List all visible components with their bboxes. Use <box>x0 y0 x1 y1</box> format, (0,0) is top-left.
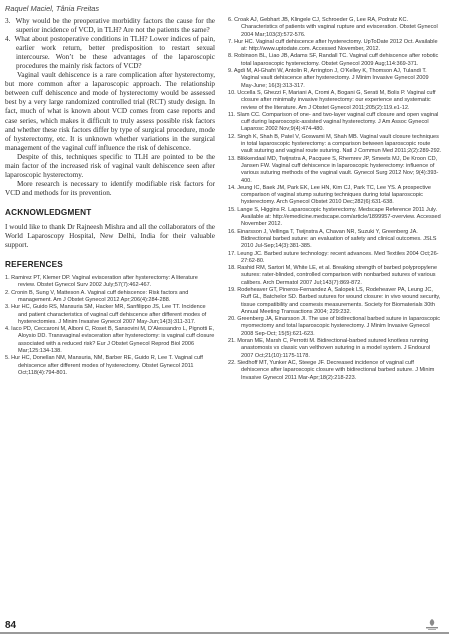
body-paragraph: Despite of this, techniques specific to TLH are pointed to be the main factor of the increased risk of vaginal vault dehiscence seen after laparoscopic hysterectomy. <box>5 152 215 179</box>
reference-item: 6. Croak AJ, Gebhart JB, Klingele CJ, Schroeder G, Lee RA, Podratz KC. Characteristics of patients with vaginal rupture and evisceration. Obstet Gynecol 2004 Mar;103(3):572-576. <box>228 17 438 38</box>
reference-item: 11. Slam CC. Comparison of one- and two-layer vaginal cuff closure and open vaginal cuff during laparoscopic-assisted vaginal hysterectomy. J Am Assoc Gynecol Laparosc 2002 Nov;9(4):474-480. <box>228 111 439 133</box>
reference-item: 8. Robinson BL, Liao JB, Adams SF, Randall TC. Vaginal cuff dehiscence after robotic total laparoscopic hysterectomy. Obstet Gynecol 2009 Aug;114:369-371. <box>228 53 439 67</box>
reference-item: 2. Cronin B, Sung V, Matteson A. Vaginal cuff dehiscence: Risk factors and management. Am J Obstet Gynecol 2012 Apr;206(4):284-288. <box>5 289 189 303</box>
reference-item: 13. Blikkendaal MD, Twijnstra A, Pacquee S, Rhemrev JP, Smeets MJ, De Kroon CD, Jansen FW. Vaginal cuff dehiscence in laparoscopic hysterectomy: influence of various suturing methods of the vaginal vault. Gynecol Surg 2012 Nov; 9(4):393-400. <box>228 155 439 184</box>
body-paragraph: Vaginal vault dehiscence is a rare complication after hysterectomy, but more common after a laparoscopic approach. The relationship between cuff dehiscence and mode of hysterectomy would be assessed best by a very large randomized controlled trial (RCT) study design. In fact, much of what is known about VCD comes from case reports and case series, which makes it difficult to truly assess possible risk factors and whether these risk factors differ by type of surgical procedure, mode of hysterectomy, etc. It is unknown whether variations in the surgical management of the vaginal cuff influence the risk of dehiscence. <box>5 71 215 152</box>
body-paragraph: More research is necessary to identify modifiable risk factors for VCD and methods for its prevention. <box>5 179 215 197</box>
reference-item: 9. Agdi M, Al-Ghafri W, Antolin R, Arrington J, O’Kelley K, Thomson AJ, Tulandi T. Vaginal vault dehiscence after hysterectomy. J Minim Invasive Gynecol 2009 May-June; 16(3):313-317. <box>228 68 429 89</box>
running-header: Raquel Maciel, Tânia Freitas <box>5 4 100 13</box>
page-number: 84 <box>5 620 17 631</box>
reference-item: 12. Singh K, Shah B, Patel V, Goswami M, Shah MB. Vaginal vault closure techniques in total laparoscopic hysterectomy: a comparison between laparoscopic route vault suturing and vaginal route suturing. Natl J Commun Med 2011;2(2):289-292. <box>228 133 442 155</box>
reference-item: 18. Rashid RM, Sartori M, White LE, et al. Breaking strength of barbed polypropylene sutures: rater-blinded, controlled comparison with nonbarbed sutures of various calibers. Arch Dermatol 2007 Jul;143(7):869-872. <box>228 265 438 286</box>
reference-list-right <box>228 17 442 382</box>
references-heading: REFERENCES <box>5 260 63 270</box>
acknowledgment-heading: ACKNOWLEDGMENT <box>5 207 92 217</box>
question-3: 3. Why would be the preoperative morbidity factors the cause for the superior incidence of VCD, in TLH? Are not the patients the same? <box>5 17 216 35</box>
reference-item: 7. Hur HC. Vaginal cuff dehiscence after hysterectomy. UpToDate 2012 Oct. Available at: http://www.uptodate.com. Accessed November, 2012. <box>228 38 438 53</box>
reference-item: 1. Ramirez PT, Klemer DP. Vaginal evisceration after hysterectomy: A literature review. Obstet Gynecol Surv 2002 July;57(7):462-467. <box>5 275 198 289</box>
question-4: 4. What about postoperative conditions in TLH? Lower indices of pain, earlier work return, better predisposition to restart sexual intercourse. Won’t be these advantages of the laparoscopic procedures the mainly risk factors of VCD? <box>5 35 215 71</box>
reference-item: 16. Einarsson J, Vellinga T, Twijnstra A, Chavan NR, Suzuki Y, Greenberg JA. Bidirectional barbed suture: an evaluation of safety and clinical outcomes. JSLS 2010 Jul-Sep;14(3):381-385. <box>228 228 437 250</box>
reference-item: 22. Siedhoff MT, Yunker AC, Steege JF. Decreased incidence of vaginal cuff dehiscence after laparoscopic closure with bidirectional barbed suture. J Minim Invasive Gynecol 2011 Mar-Apr;18(2):218-223. <box>228 359 435 381</box>
reference-item: 4. Iaco PD, Ceccaroni M, Alboni C, Roset B, Sansovini M, D’Alessandro L, Pignotti E, Aloysio DD. Transvaginal evisceration after hysterectomy: is vaginal cuff closure associated with a reduced risk? Eur J Obstet Gynecol Reprod Biol 2006 Mar;125:134-138. <box>5 326 215 355</box>
left-column <box>5 17 215 377</box>
reference-item: 15. Lange S, Higgins R. Laparoscopic hysterectomy. Medscape Reference 2011 July. Available at: http://emedicine.medscape.com/article/1899957-overview. Accessed November 2012. <box>228 206 441 228</box>
right-column <box>228 17 442 382</box>
reference-item: 14. Jeung IC, Baek JM, Park EK, Lee HN, Kim CJ, Park TC, Lee YS. A prospective comparison of vaginal stump suturing techniques during total laparoscopic hysterectomy. Arch Gynecol Obstet 2010 Dec;282(6):631-638. <box>228 184 431 206</box>
reference-item: 19. Rodeheaver GT, Pineros-Fernandez A, Salopek LS, Rodeheaver PA, Leung JC, Ruff GL, Batchelor SD. Barbed sutures for wound closure: in vivo wound security, tissue compatibility and cosmesis measurements. Society for Biomaterials 30th Annual Meeting Transactions 2004; 229:232. <box>228 286 441 315</box>
reference-item: 3. Hur HC, Guido RS, Mansuria SM, Hacker MR, Sanfilippo JS, Lee TT. Incidence and patient characteristics of vaginal cuff dehiscence after different modes of hysterectomies. J Minim Invasive Gynecol 2007 May-Jun;14(3):311-317. <box>5 304 207 325</box>
publisher-logo-icon <box>423 618 441 631</box>
reference-item: 17. Leung JC. Barbed suture technology: recent advances. Med Textiles 2004 Oct;26-27:62-80. <box>228 250 439 264</box>
bottom-rule <box>0 632 449 634</box>
acknowledgment-text: I would like to thank Dr Rajneesh Mishra and all the collaborators of the World Laparoscopy Hospital, New Delhi, India for their valuable support. <box>5 222 215 250</box>
reference-item: 20. Greenberg JA, Einarsson JI. The use of bidirectional barbed suture in laparoscopic myomectomy and total laparoscopic hysterectomy. J Minim Invasive Gynecol 2008 Sep-Oct; 15(5):621-623. <box>228 316 441 337</box>
reference-item: 5. Hur HC, Donellan NM, Mansuria, NM, Barber RE, Guido R, Lee T. Vaginal cuff dehiscence after different modes of hysterectomy. Obstet Gynecol 2011 Oct;118(4):794-801. <box>5 355 203 376</box>
reference-item: 10. Uccella S, Ghezzi F, Mariani A, Cromi A, Bogani G, Serati M, Bolis P. Vaginal cuff closure after minimally invasive hysterectomy: our experience and systematic review of the literature. Am J Obstet Gynecol 2011;205(2):119.e1-12. <box>228 89 436 111</box>
reference-item: 21. Moran ME, Marsh C, Perrotti M. Bidirectional-barbed sutured knotless running anastomosis vs classic van velthoven suturing in a model system. J Endourol 2007 Oct;21(10):1175-1178. <box>228 338 431 359</box>
reference-list-left <box>5 275 215 377</box>
